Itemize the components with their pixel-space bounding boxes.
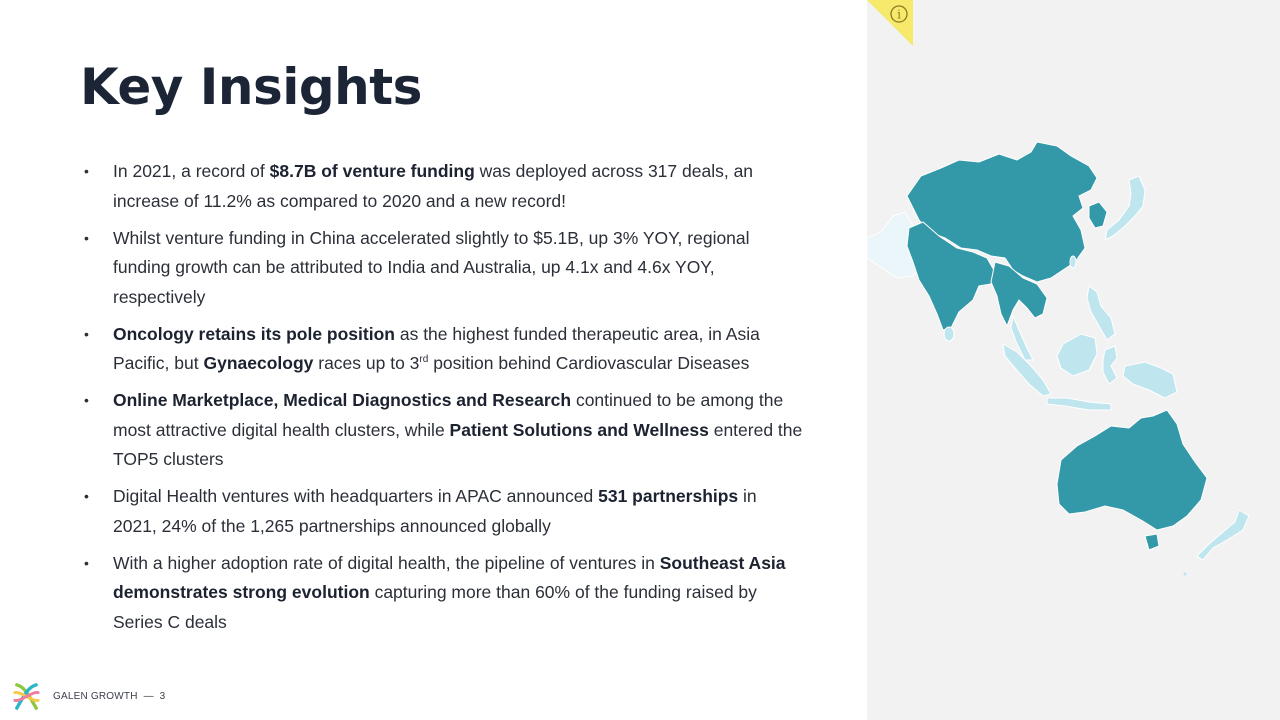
apac-map <box>867 0 1280 720</box>
insight-text: capturing more than 60% of the funding raised by Series C deals <box>113 582 757 632</box>
map-region-philippines <box>1087 286 1115 340</box>
map-region-sri-lanka <box>944 327 954 341</box>
svg-text:i: i <box>897 7 901 22</box>
insight-superscript: rd <box>419 354 429 366</box>
insight-item <box>84 224 804 313</box>
bullet-glyph: • <box>84 392 89 408</box>
bullet-glyph: • <box>84 229 89 246</box>
insight-emphasis: 531 partnerships <box>598 486 739 506</box>
insight-text: position behind Cardiovascular Diseases <box>428 353 750 373</box>
bullet-glyph: • <box>84 163 89 179</box>
map-region-islands <box>1184 573 1187 576</box>
galen-growth-logo-icon <box>11 681 42 712</box>
footer-separator: — <box>143 690 154 702</box>
info-tab[interactable] <box>867 0 913 46</box>
map-region-sulawesi <box>1103 346 1117 384</box>
page-number: 3 <box>159 690 166 702</box>
insight-emphasis: $8.7B of venture funding <box>269 161 475 181</box>
insight-emphasis: Online Marketplace, Medical Diagnostics and Research <box>113 390 572 410</box>
map-panel <box>867 0 1280 720</box>
insight-text: as the highest funded therapeutic area, in Asia Pacific, but <box>113 323 760 373</box>
map-region-korea <box>1089 202 1107 228</box>
map-region-new-zealand <box>1197 510 1249 560</box>
map-region-taiwan <box>1070 256 1076 268</box>
insight-emphasis: Southeast Asia demonstrates strong evolution <box>113 552 786 602</box>
bullet-glyph: • <box>84 325 89 342</box>
insight-item <box>84 320 804 379</box>
map-region-australia <box>1057 410 1207 530</box>
map-region-tasmania <box>1145 534 1159 550</box>
insight-item <box>84 386 804 475</box>
info-tab-corner <box>867 0 913 46</box>
brand-name: GALEN GROWTH <box>53 690 138 702</box>
bullet-glyph: • <box>84 554 89 571</box>
bullet-glyph: • <box>84 488 89 504</box>
insight-text: was deployed across 317 deals, an increase of 11.2% as compared to 2020 and a new record! <box>113 161 754 211</box>
insight-text: Whilst venture funding in China accelerated slightly to $5.1B, up 3% YOY, regional funding growth can be attributed to India and Australia, up 4.1x and 4.6x YOY, respectively <box>113 227 750 307</box>
insight-text: In 2021, a record of <box>113 161 270 181</box>
insight-item <box>84 549 804 638</box>
insight-emphasis: Patient Solutions and Wellness <box>449 419 709 440</box>
map-region-new-guinea <box>1123 362 1177 398</box>
insight-text: entered the TOP5 clusters <box>113 419 803 469</box>
insight-text: continued to be among the most attractive digital health clusters, while <box>113 390 784 440</box>
page-title: Key Insights <box>80 58 422 116</box>
insight-text: Digital Health ventures with headquarters in APAC announced <box>113 486 599 506</box>
footer <box>11 680 165 712</box>
map-region-japan <box>1105 176 1145 240</box>
insight-text: races up to 3 <box>313 353 420 373</box>
map-region-java <box>1047 398 1111 410</box>
insight-item <box>84 157 804 216</box>
insight-emphasis: Oncology retains its pole position <box>113 323 395 344</box>
insight-text: With a higher adoption rate of digital health, the pipeline of ventures in <box>113 552 660 573</box>
insights-list <box>84 157 804 645</box>
insight-emphasis: Gynaecology <box>203 353 314 373</box>
insight-text: in 2021, 24% of the 1,265 partnerships announced globally <box>113 486 757 536</box>
map-region-borneo <box>1057 334 1097 376</box>
insight-item <box>84 482 804 541</box>
